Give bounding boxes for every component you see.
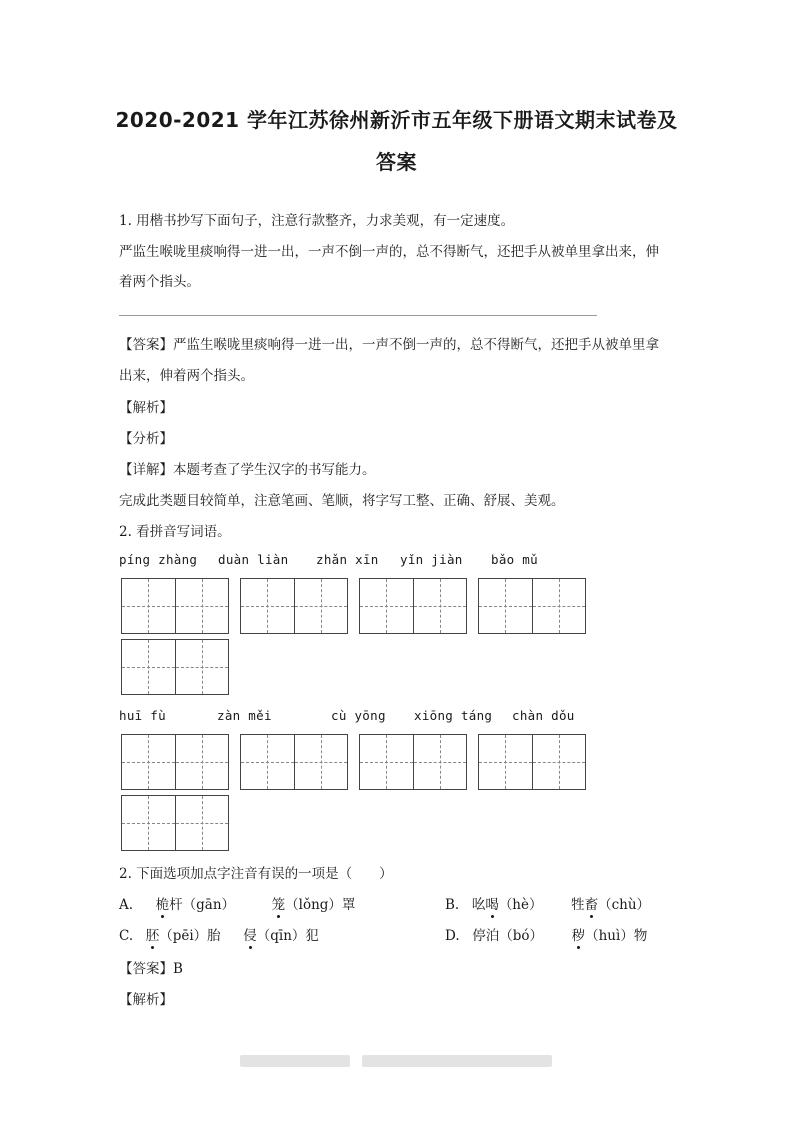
pinyin-label: duàn liàn (218, 552, 289, 567)
dotted-character: 侵 (243, 924, 257, 944)
writing-grid-box[interactable] (359, 578, 467, 634)
option-text: 吆 (471, 897, 486, 913)
writing-grid-box[interactable] (359, 734, 467, 790)
writing-line (119, 315, 597, 316)
pinyin-label: huī fù (119, 708, 166, 723)
dotted-character: 秽 (572, 924, 586, 944)
pinyin-label: bǎo mǔ (491, 552, 538, 567)
dotted-character: 桅 (156, 893, 170, 913)
pinyin-label: píng zhàng (119, 552, 198, 567)
q3-prompt: 2. 下面选项加点字注音有误的一项是（ ） (119, 866, 393, 882)
option-text: （chù） (598, 897, 651, 913)
writing-grid-box[interactable] (121, 578, 229, 634)
q1-answer-line-2: 出来，伸着两个指头。 (119, 368, 254, 384)
pinyin-label: zàn měi (217, 708, 272, 723)
writing-grid-box[interactable] (240, 578, 348, 634)
option-a[interactable] (119, 893, 355, 913)
option-text: 停泊 (472, 928, 500, 944)
option-letter: C. (119, 928, 134, 944)
option-b[interactable] (445, 893, 650, 913)
q2-prompt: 2. 看拼音写词语。 (119, 524, 231, 540)
writing-grid-box[interactable] (478, 734, 586, 790)
option-d[interactable] (445, 924, 647, 944)
q3-answer: 【答案】B (119, 961, 183, 977)
pinyin-label: zhǎn xīn (316, 552, 379, 567)
option-text: （pēi）胎 (159, 928, 221, 944)
option-c[interactable] (119, 924, 319, 944)
dotted-character: 胚 (146, 924, 160, 944)
option-text: （lǒng）罩 (285, 897, 356, 913)
option-text: （bó） (499, 928, 544, 944)
q1-explanation: 完成此类题目较简单，注意笔画、笔顺，将字写工整、正确、舒展、美观。 (119, 493, 565, 509)
q1-answer-line-1: 【答案】严监生喉咙里痰响得一进一出，一声不倒一声的，总不得断气，还把手从被单里拿 (119, 337, 659, 353)
dotted-character: 畜 (585, 893, 599, 913)
blurred-footer-block (362, 1055, 552, 1067)
pinyin-label: cù yōng (331, 708, 386, 723)
option-text: 牲 (571, 897, 585, 913)
pinyin-label: yǐn jiàn (400, 552, 463, 567)
writing-grid-box[interactable] (121, 639, 229, 695)
q1-fenxi-label: 【分析】 (119, 431, 173, 447)
document-title-line-2: 答案 (376, 150, 417, 174)
option-text: （huì）物 (585, 928, 648, 944)
blurred-footer-block (240, 1055, 350, 1067)
q3-jiexi-label: 【解析】 (119, 992, 173, 1008)
q1-prompt: 1. 用楷书抄写下面句子，注意行款整齐，力求美观，有一定速度。 (119, 213, 515, 229)
dotted-character: 喝 (485, 893, 499, 913)
option-text: 杆（gān） (169, 897, 236, 913)
option-text: （qīn）犯 (256, 928, 319, 944)
writing-grid-box[interactable] (240, 734, 348, 790)
option-letter: B. (445, 897, 460, 913)
q1-xiangjie: 【详解】本题考查了学生汉字的书写能力。 (119, 462, 376, 478)
q1-jiexi-label: 【解析】 (119, 400, 173, 416)
writing-grid-box[interactable] (478, 578, 586, 634)
q1-sentence-line-1: 严监生喉咙里痰响得一进一出，一声不倒一声的，总不得断气，还把手从被单里拿出来，伸 (119, 244, 659, 260)
writing-grid-box[interactable] (121, 795, 229, 851)
option-letter: A. (119, 897, 134, 913)
option-text: （hè） (498, 897, 543, 913)
dotted-character: 笼 (272, 893, 286, 913)
pinyin-label: chàn dǒu (512, 708, 575, 723)
option-letter: D. (445, 928, 460, 944)
writing-grid-box[interactable] (121, 734, 229, 790)
q1-sentence-line-2: 着两个指头。 (119, 274, 200, 290)
pinyin-label: xiōng táng (414, 708, 493, 723)
document-title-line-1: 2020-2021 学年江苏徐州新沂市五年级下册语文期末试卷及 (115, 108, 678, 132)
